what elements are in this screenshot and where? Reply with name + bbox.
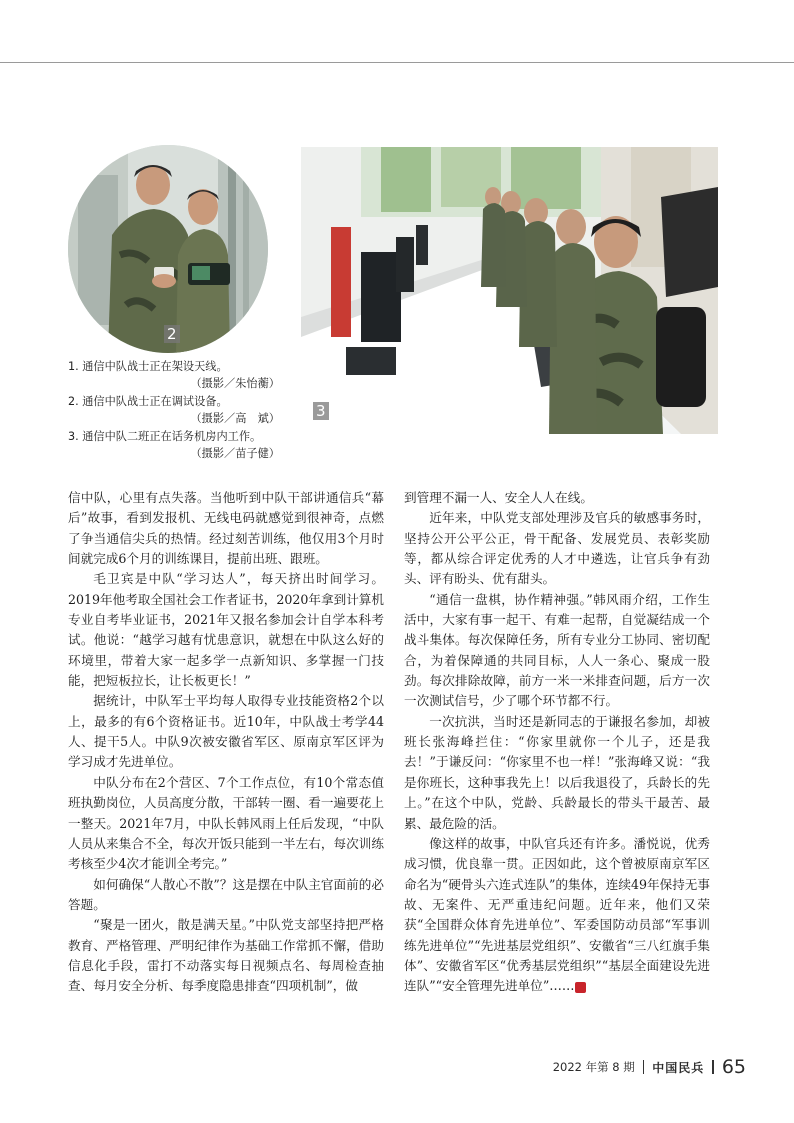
photo-soldiers-adjusting-equipment [68,145,268,353]
caption-1-credit: （摄影／朱怡蘅） [190,377,280,391]
end-mark-icon: 兵 [575,982,586,993]
photo-captions [68,358,280,462]
article-left-column [68,488,384,997]
paragraph: “通信一盘棋，协作精神强。”韩风雨介绍，工作生活中，大家有事一起干、有难一起帮，自觉凝结成一个战斗集体。每次保障任务，所有专业分工协同、密切配合，为着保障通的共同目标，人人一条心、聚成一股劲。每次排除故障，前方一米一米排查问题，后方一次一次测试信号，少了哪个环节都不行。 [404,591,710,709]
magazine-name: 中国民兵 [652,1060,705,1075]
page-number: 65 [721,1056,746,1078]
caption-3-credit: （摄影／苗子健） [190,447,280,461]
paragraph: 信中队，心里有点失落。当他听到中队干部讲通信兵“幕后”故事，看到发报机、无线电码就感觉到很神奇，点燃了争当通信尖兵的热情。经过刻苦训练，他仅用3个月时间就完成6个月的训练课目，提前出班、跟班。 [68,490,384,567]
paragraph: 到管理不漏一人、安全人人在线。 [404,490,593,505]
top-rule [0,62,794,63]
footer-divider [643,1060,645,1074]
caption-2-title: 2. 通信中队战士正在调试设备。 [68,394,228,408]
paragraph: “聚是一团火，散是满天星。”中队党支部坚持把严格教育、严格管理、严明纪律作为基础工作常抓不懈，借助信息化手段，雷打不动落实每日视频点名、每周检查抽查、每月安全分析、每季度隐患排查“四项机制”，做 [68,917,384,994]
caption-1-title: 1. 通信中队战士正在架设天线。 [68,360,228,373]
article-right-column [404,488,710,997]
paragraph-text: 像这样的故事，中队官兵还有许多。潘悦说，优秀成习惯，优良靠一贯。正因如此，这个曾被原南京军区命名为“硬骨头六连式连队”的集体，连续49年保持无事故、无案件、无严重违纪问题。近年来，他们又荣获“全国群众体育先进单位”、军委国防动员部“军事训练先进单位”“先进基层党组织”、安徽省“三八红旗手集体”、安徽省军区“优秀基层党组织”“基层全面建设先进连队”“安全管理先进单位”…… [404,835,710,994]
photo2-number: 2 [164,325,180,343]
paragraph: 毛卫宾是中队“学习达人”，每天挤出时间学习。2019年他考取全国社会工作者证书，2020年拿到计算机专业自考毕业证书，2021年又报名参加会计自学本科考试。他说：“越学习越有忧患意识，就想在中队这么好的环境里，带着大家一起多学一点新知识、多掌握一门技能，把短板拉长，让长板更长！” [68,571,384,689]
paragraph: 如何确保“人散心不散”？这是摆在中队主官面前的必答题。 [68,876,384,912]
caption-3-title: 3. 通信中队二班正在话务机房内工作。 [68,429,262,443]
issue-label: 2022 年第 8 期 [552,1060,635,1074]
paragraph: 近年来，中队党支部处理涉及官兵的敏感事务时，坚持公开公平公正，骨干配备、发展党员、表彰奖励等，都从综合评定优秀的人才中遴选，让官兵争有劲头、评有盼头、优有甜头。 [404,510,710,587]
photo3-number: 3 [313,402,329,420]
paragraph: 中队分布在2个营区、7个工作点位，有10个常态值班执勤岗位，人员高度分散，干部转一圈、看一遍要花上一整天。2021年7月，中队长韩风雨上任后发现，“中队人员从来集合不全，每次开饭只能到一半左右，每次训练考核至少4次才能训全考完。” [68,774,384,872]
caption-2-credit: （摄影／高 斌） [190,412,280,426]
photo-switchboard-room [301,147,718,434]
paragraph: 据统计，中队军士平均每人取得专业技能资格2个以上，最多的有6个资格证书。近10年，中队战士考学44人、提干5人。中队9次被安徽省军区、原南京军区评为学习成才先进单位。 [68,693,384,770]
footer-divider [712,1060,714,1074]
page-footer [553,1056,746,1078]
photo2-illustration [68,145,268,353]
last-paragraph [404,834,710,997]
photo3-illustration [301,147,718,434]
paragraph: 一次抗洪，当时还是新同志的于谦报名参加，却被班长张海峰拦住：“你家里就你一个儿子，还是我去！”于谦反问：“你家里不也一样！”张海峰又说：“我是你班长，这种事我先上！以后我退役了，兵龄长的先上。”在这个中队，党龄、兵龄最长的带头干最苦、最累、最危险的活。 [404,713,710,831]
